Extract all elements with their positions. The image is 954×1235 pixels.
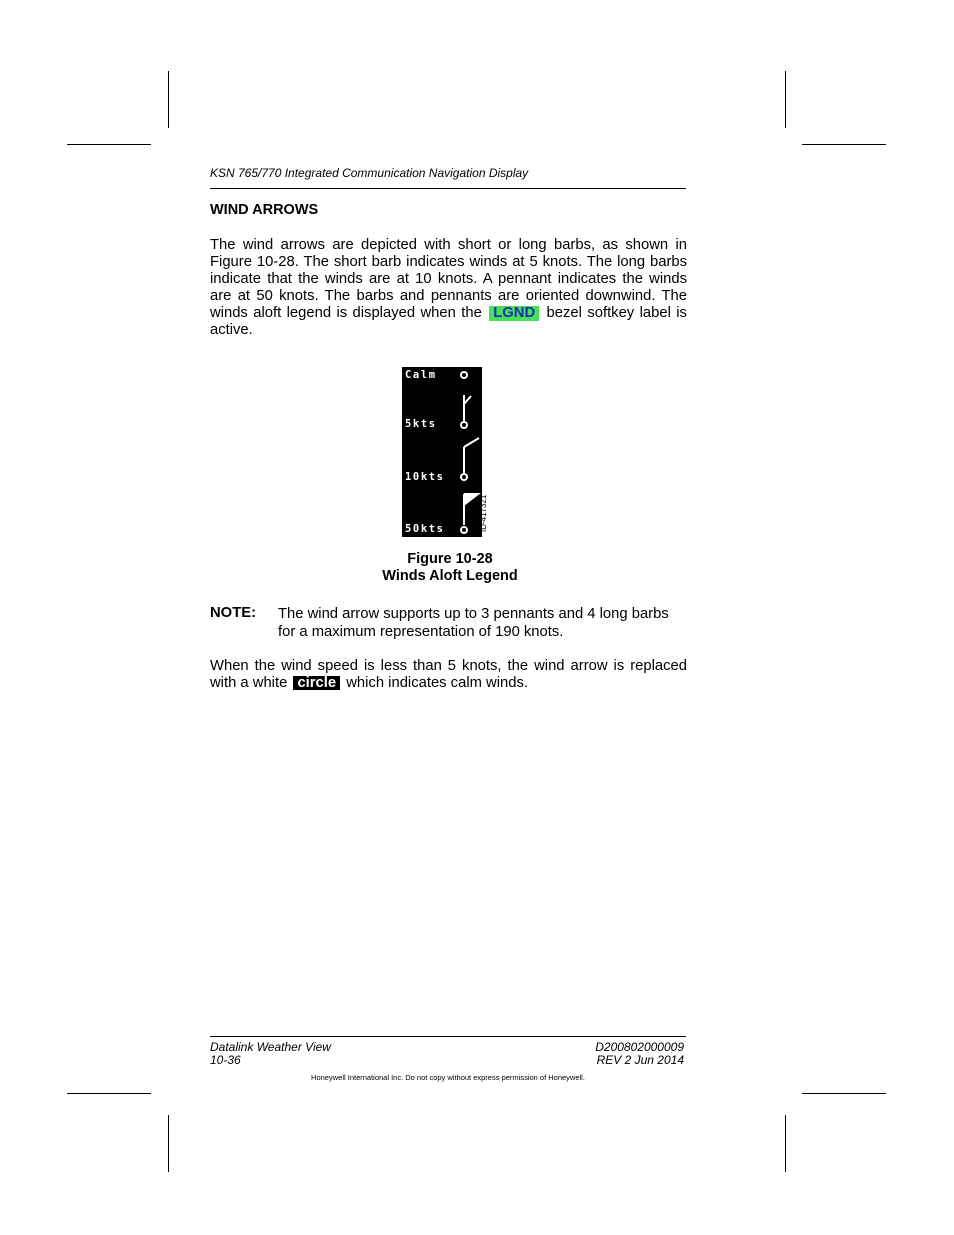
winds-aloft-legend — [402, 367, 482, 537]
legend-label-10kts: 10kts — [405, 471, 445, 483]
legend-label-50kts: 50kts — [405, 523, 445, 535]
section-title: WIND ARROWS — [210, 202, 319, 218]
crop-mark — [802, 144, 886, 145]
running-header: KSN 765/770 Integrated Communication Navigation Display — [210, 166, 529, 180]
legend-label-5kts: 5kts — [405, 418, 437, 430]
pennant-50kts-origin — [461, 527, 467, 533]
calm-winds-paragraph — [210, 658, 687, 692]
crop-mark — [785, 71, 786, 128]
wind-arrows-paragraph — [210, 237, 687, 339]
figure-caption-title: Winds Aloft Legend — [382, 568, 518, 584]
footer-revision: REV 2 Jun 2014 — [596, 1053, 684, 1067]
figure-caption-number: Figure 10‑28 — [407, 551, 493, 567]
crop-mark — [802, 1093, 886, 1094]
crop-mark — [785, 1115, 786, 1172]
barb-10kts-long — [464, 438, 479, 447]
note-label: NOTE: — [210, 605, 257, 621]
footer-copyright: Honeywell International Inc. Do not copy without express permission of Honeywell. — [311, 1073, 585, 1082]
note-text: The wind arrow supports up to 3 pennants and 4 long barbs for a maximum representation of 190 knots. — [278, 606, 669, 640]
footer-chapter-title: Datalink Weather View — [210, 1040, 331, 1054]
lgnd-softkey-label: LGND — [489, 306, 539, 321]
footer-document-number: D200802000009 — [595, 1040, 684, 1054]
calm-circle-icon — [461, 372, 467, 378]
paragraph-text-end: which indicates calm winds. — [346, 675, 528, 691]
figure-id-code: ID-417321 — [479, 494, 488, 532]
crop-mark — [67, 144, 151, 145]
crop-mark — [168, 71, 169, 128]
crop-mark — [168, 1115, 169, 1172]
wind-barb-symbols — [402, 367, 482, 537]
barb-5kts-origin — [461, 422, 467, 428]
paragraph-text: The wind arrows are depicted with short or long barbs, as shown in Figure 10‑28. The short barb indicates winds at 5 knots. The long barbs indicate that the winds are at 10 knots. A pennant indicates the winds are at 50 knots. The barbs and pennants are oriented downwind. The winds aloft legend is displayed when the — [210, 237, 687, 321]
footer-page-number: 10-36 — [210, 1053, 241, 1067]
footer-rule — [210, 1036, 686, 1037]
barb-10kts-origin — [461, 474, 467, 480]
circle-tag: circle — [293, 676, 340, 690]
barb-5kts-short — [464, 396, 471, 404]
legend-label-calm: Calm — [405, 369, 437, 381]
paragraph-text-end: bezel softkey label is active. — [210, 305, 687, 338]
header-rule — [210, 188, 686, 189]
paragraph-text: When the wind speed is less than 5 knots, the wind arrow is replaced with a white — [210, 658, 687, 691]
crop-mark — [67, 1093, 151, 1094]
